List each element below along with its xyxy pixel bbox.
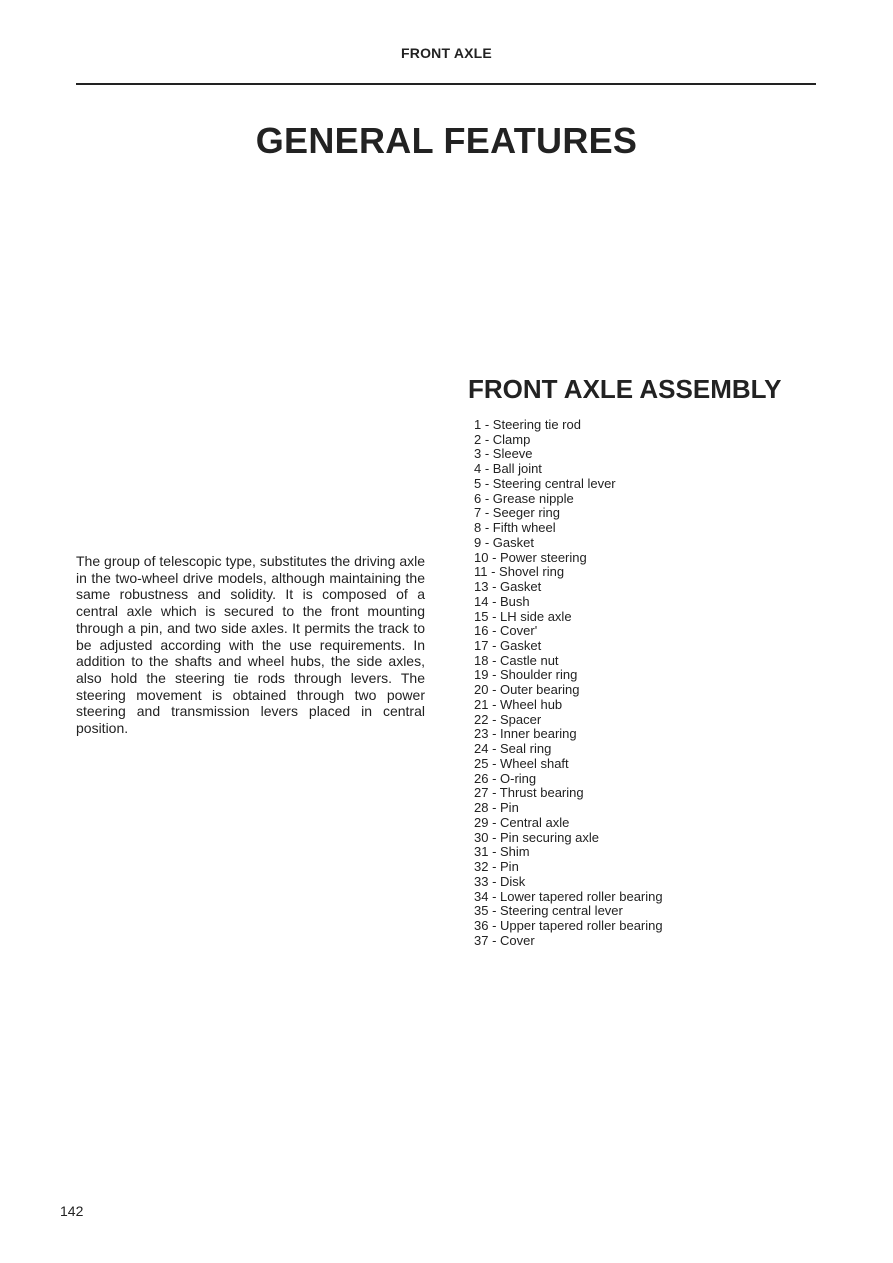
part-item: 15 - LH side axle	[474, 608, 572, 624]
part-item: 28 - Pin	[474, 800, 519, 816]
part-item: 32 - Pin	[474, 859, 519, 875]
part-item: 5 - Steering central lever	[474, 475, 616, 491]
part-item: 7 - Seeger ring	[474, 505, 560, 521]
part-item: 29 - Central axle	[474, 814, 570, 830]
part-item: 20 - Outer bearing	[474, 682, 580, 698]
part-item: 23 - Inner bearing	[474, 726, 577, 742]
part-item: 35 - Steering central lever	[474, 903, 623, 919]
part-item: 4 - Ball joint	[474, 461, 542, 477]
part-item: 17 - Gasket	[474, 638, 542, 654]
part-item: 9 - Gasket	[474, 534, 534, 550]
part-item: 36 - Upper tapered roller bearing	[474, 917, 663, 933]
part-item: 3 - Sleeve	[474, 446, 533, 462]
part-item: 30 - Pin securing axle	[474, 829, 600, 845]
description-text	[76, 553, 425, 737]
part-item: 22 - Spacer	[474, 711, 542, 727]
parts-list	[474, 418, 663, 948]
part-item: 19 - Shoulder ring	[474, 667, 578, 683]
page-number: 142	[60, 1203, 84, 1219]
part-item: 14 - Bush	[474, 593, 530, 609]
part-item: 1 - Steering tie rod	[474, 417, 581, 432]
page-title: GENERAL FEATURES	[255, 120, 638, 161]
part-item: 34 - Lower tapered roller bearing	[474, 888, 663, 904]
part-item: 18 - Castle nut	[474, 652, 559, 668]
part-item: 27 - Thrust bearing	[474, 785, 584, 801]
part-item: 2 - Clamp	[474, 431, 531, 447]
part-item: 26 - O-ring	[474, 770, 537, 786]
part-item: 16 - Cover'	[474, 623, 538, 639]
part-item: 31 - Shim	[474, 844, 530, 860]
part-item: 24 - Seal ring	[474, 741, 552, 757]
part-item: 37 - Cover	[474, 932, 535, 948]
description-paragraph: The group of telescopic type, substitutes the driving axle in the two-wheel drive models, although maintaining the same robustness and solidity. It is composed of a central axle which is secured to the front mounting through a pin, and two side axles. It permits the track to be adjusted according with the use requirements. In addition to the shafts and wheel hubs, the side axles, also hold the steering tie rods through levers. The steering movement is obtained through two power steering and transmission levers placed in central position.	[76, 553, 425, 737]
header-divider	[76, 83, 816, 85]
part-item: 25 - Wheel shaft	[474, 755, 569, 771]
part-item: 33 - Disk	[474, 873, 526, 889]
part-item: 6 - Grease nipple	[474, 490, 574, 506]
part-item: 11 - Shovel ring	[474, 564, 565, 580]
part-item: 10 - Power steering	[474, 549, 587, 565]
part-item: 8 - Fifth wheel	[474, 520, 556, 536]
running-header: FRONT AXLE	[401, 45, 492, 61]
assembly-title: FRONT AXLE ASSEMBLY	[468, 374, 782, 404]
part-item: 13 - Gasket	[474, 579, 542, 595]
part-item: 21 - Wheel hub	[474, 696, 563, 712]
